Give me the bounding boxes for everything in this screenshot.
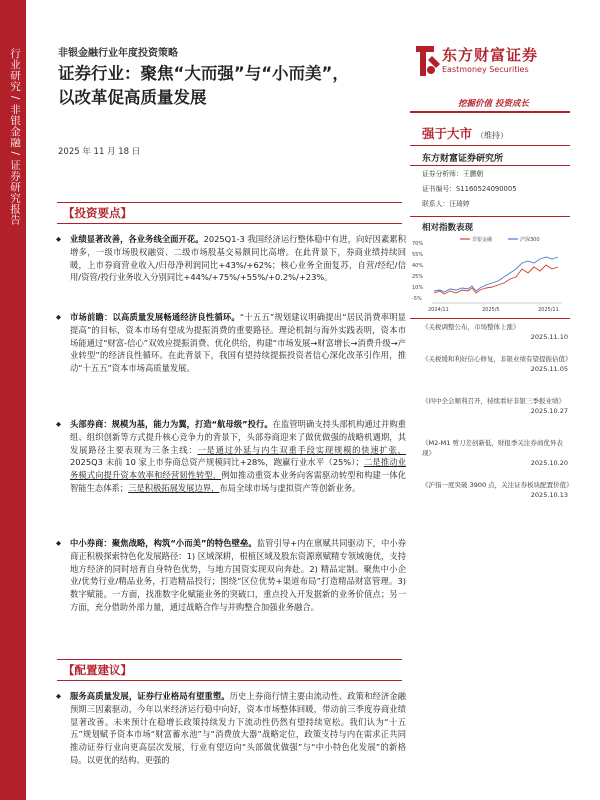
institute-name: 东方财富证券研究所 [422,154,504,164]
brand-name-en: Eastmoney Securities [442,65,529,74]
report-subtitle: 非银金融行业年度投资策略 [58,48,178,59]
point-text: 监管引导+内在禀赋共同驱动下，中小券商正积极探索特色化发展路径：1) 区域深耕，根植区域及股东资源禀赋精专领域施优，支持地方经济的同时培育自身特色优势，与地方国资实现双向奔赴。2) 精品定制。聚焦中小企业/优势行业/精品业务，打造精品投行；围绕“区位优势+渠道布局”打造精品财富管理。3) 数字赋能。一方面，找准数字化赋能业务的突破口，重点投入开发据新的业务价值点；另一方面，充分借助外部力量，通过战略合作与并购整合加强业务融合。 [70,538,406,612]
section-allocation [57,659,402,681]
point-heading: 业绩显著改善，各业务线全面开花。 [70,234,204,244]
legend-label-csi300: 沪深300 [520,237,540,243]
report-title [58,62,403,110]
relative-index-chart [410,233,570,315]
related-report-item[interactable] [422,354,570,374]
allocation-item [56,690,406,767]
point-text: 例如推动重资本业务向客需驱动转型和构建一体化智能生态体系； [70,470,406,493]
related-report-date: 2025.10.13 [530,491,568,499]
point-text: 2025Q1-3 我国经济运行整体稳中有进，向好因素累积增多，一级市场股权融资、二级市场股基交易额同比高增。在此背景下，券商业绩持续回暖，上市券商营业收入/归母净利润同比+43%/+62%；核心业务全面复苏，自营/经纪/信用/资管/投行业务收入分别同比+44%/+75%/+55%/+0.2%/+23%。 [70,234,406,283]
index-chart-title: 相对指数表现 [422,223,474,233]
y-tick: 40% [412,263,424,269]
related-report-title: 《关税缓和利好信心修复，非银业绩有望提振估值》 [422,355,572,363]
point-item [56,311,406,375]
related-report-item[interactable] [422,396,570,416]
point-text: 在监管明确支持头部机构通过并购重组、组织创新等方式提升核心竞争力的背景下，头部券商迎来了做优做强的战略机遇期，其发展路径主要表现为三条主线： [70,419,406,455]
point-heading: 头部券商：规模为基，能力为翼，打造“航母级”投行。 [70,419,273,429]
section-title: 【配置建议】 [63,663,132,677]
related-report-title: 《四中全会顺利召开，持续看好非银三季报业绩》 [422,397,565,405]
allocation-text: 历史上券商行情主要由流动性、政策和经济金融预期三因素驱动，今年以来经济运行稳中向好，资本市场整体回暖，带动前三季度券商业绩显著改善。未来预计在稳增长政策持续发力下流动性仍然有望持续宽松。我们认为“十五五”规划赋予资本市场“财富蓄水池”与“消费放大器”战略定位，政策支持与内在需求正共同推动证券行业向更高层次发展，行业有望迈向“头部做优做强”与“中小特色化发展”的新格局。以更优的结构、更强的 [70,691,406,765]
point-item [56,537,406,614]
diamond-bullet-icon: ◆ [56,692,61,700]
rating-sub: （维持） [476,131,509,140]
series-csi300 [434,257,558,292]
side-tab-text: 行业研究 / 非银金融 / 证券研究报告 [9,48,21,226]
institute-divider [410,165,570,166]
point-underline: 二是推动业务模式向提升资本效率和经营韧性转型， [70,457,406,481]
y-tick: 25% [412,274,424,280]
chart-bottom-divider [410,318,570,319]
point-item [56,233,406,284]
header-divider [410,111,570,113]
point-heading: 市场前瞻：以高质量发展畅通经济良性循环。 [70,312,240,322]
brand-name: 东方财富证券 [442,46,539,64]
diamond-bullet-icon: ◆ [56,235,61,243]
related-report-date: 2025.11.10 [530,333,568,341]
y-tick: 55% [412,252,424,258]
x-tick: 2025/11 [538,307,559,313]
x-tick: 2024/11 [428,307,449,313]
rating-label [422,124,508,142]
point-text: 布局全球市场与虚拟资产等创新业务。 [219,482,361,493]
point-heading: 中小券商：聚焦战略，构筑“小而美”的特色壁垒。 [70,538,257,548]
section-title: 【投资要点】 [63,206,132,220]
related-report-date: 2025.11.05 [530,365,568,373]
point-text: 2025Q3 末前 10 家上市券商总资产规模同比+28%，跑赢行业水平（25%）； [70,457,364,468]
side-tab-bar [0,0,26,800]
allocation-heading: 服务高质量发展，证券行业格局有望重塑。 [70,691,230,701]
y-tick: 10% [412,285,424,291]
diamond-bullet-icon: ◆ [56,539,61,547]
y-tick: 70% [412,241,424,247]
x-tick: 2025/5 [482,307,500,313]
related-report-item[interactable] [422,322,570,342]
y-tick: -5% [412,296,422,302]
legend-label-nonbank: 非银金融 [472,237,493,243]
rating-value: 强于大市 [422,126,473,141]
related-report-title: 《M2-M1 剪刀差创新低，财报季关注券商优异表现》 [422,439,563,457]
related-report-item[interactable] [422,480,573,500]
diamond-bullet-icon: ◆ [56,313,61,321]
analyst-line: 证券分析师：王鹏朝 [422,170,484,178]
related-report-date: 2025.10.27 [530,407,568,415]
related-report-item[interactable] [422,438,570,468]
title-line-2: 以改革促高质量发展 [58,88,207,107]
related-report-title: 《关税调整公布，市场整体上涨》 [422,323,520,331]
related-report-title: 《沪指一度突破 3900 点，关注证券板块配置价值》 [422,481,573,489]
point-underline: 三是积极拓展发展边界， [128,482,220,493]
point-item [56,418,406,495]
diamond-bullet-icon: ◆ [56,420,61,428]
point-text: “十五五”规划建议明确提出“居民消费率明显提高”的目标，资本市场有望成为提振消费的重要路径。理论机制与海外实践表明，资本市场能通过“财富-信心”双效应提振消费、优化供给，构建“市场发展→财富增长→消费升级→产业转型”的经济良性循环。在此背景下，我国有望持续提振投资者信心深化改革引作用，推动“十五五”资本市场高质量发展。 [70,312,406,374]
rating-divider [410,145,570,146]
related-report-date: 2025.10.20 [530,459,568,467]
brand-slogan: 挖掘价值 投资成长 [458,99,529,109]
contact-line: 联系人：汪琦婷 [422,200,470,208]
section-investment-points [57,202,402,224]
certificate-line: 证书编号：S1160524090005 [422,185,517,193]
report-date: 2025 年 11 月 18 日 [58,147,141,157]
point-underline: 一是通过外延与内生双重手段实现规模的快速扩张， [197,444,406,455]
chart-top-divider [410,216,570,217]
title-line-1: 证券行业：聚焦“大而强”与“小而美”， [58,64,349,83]
